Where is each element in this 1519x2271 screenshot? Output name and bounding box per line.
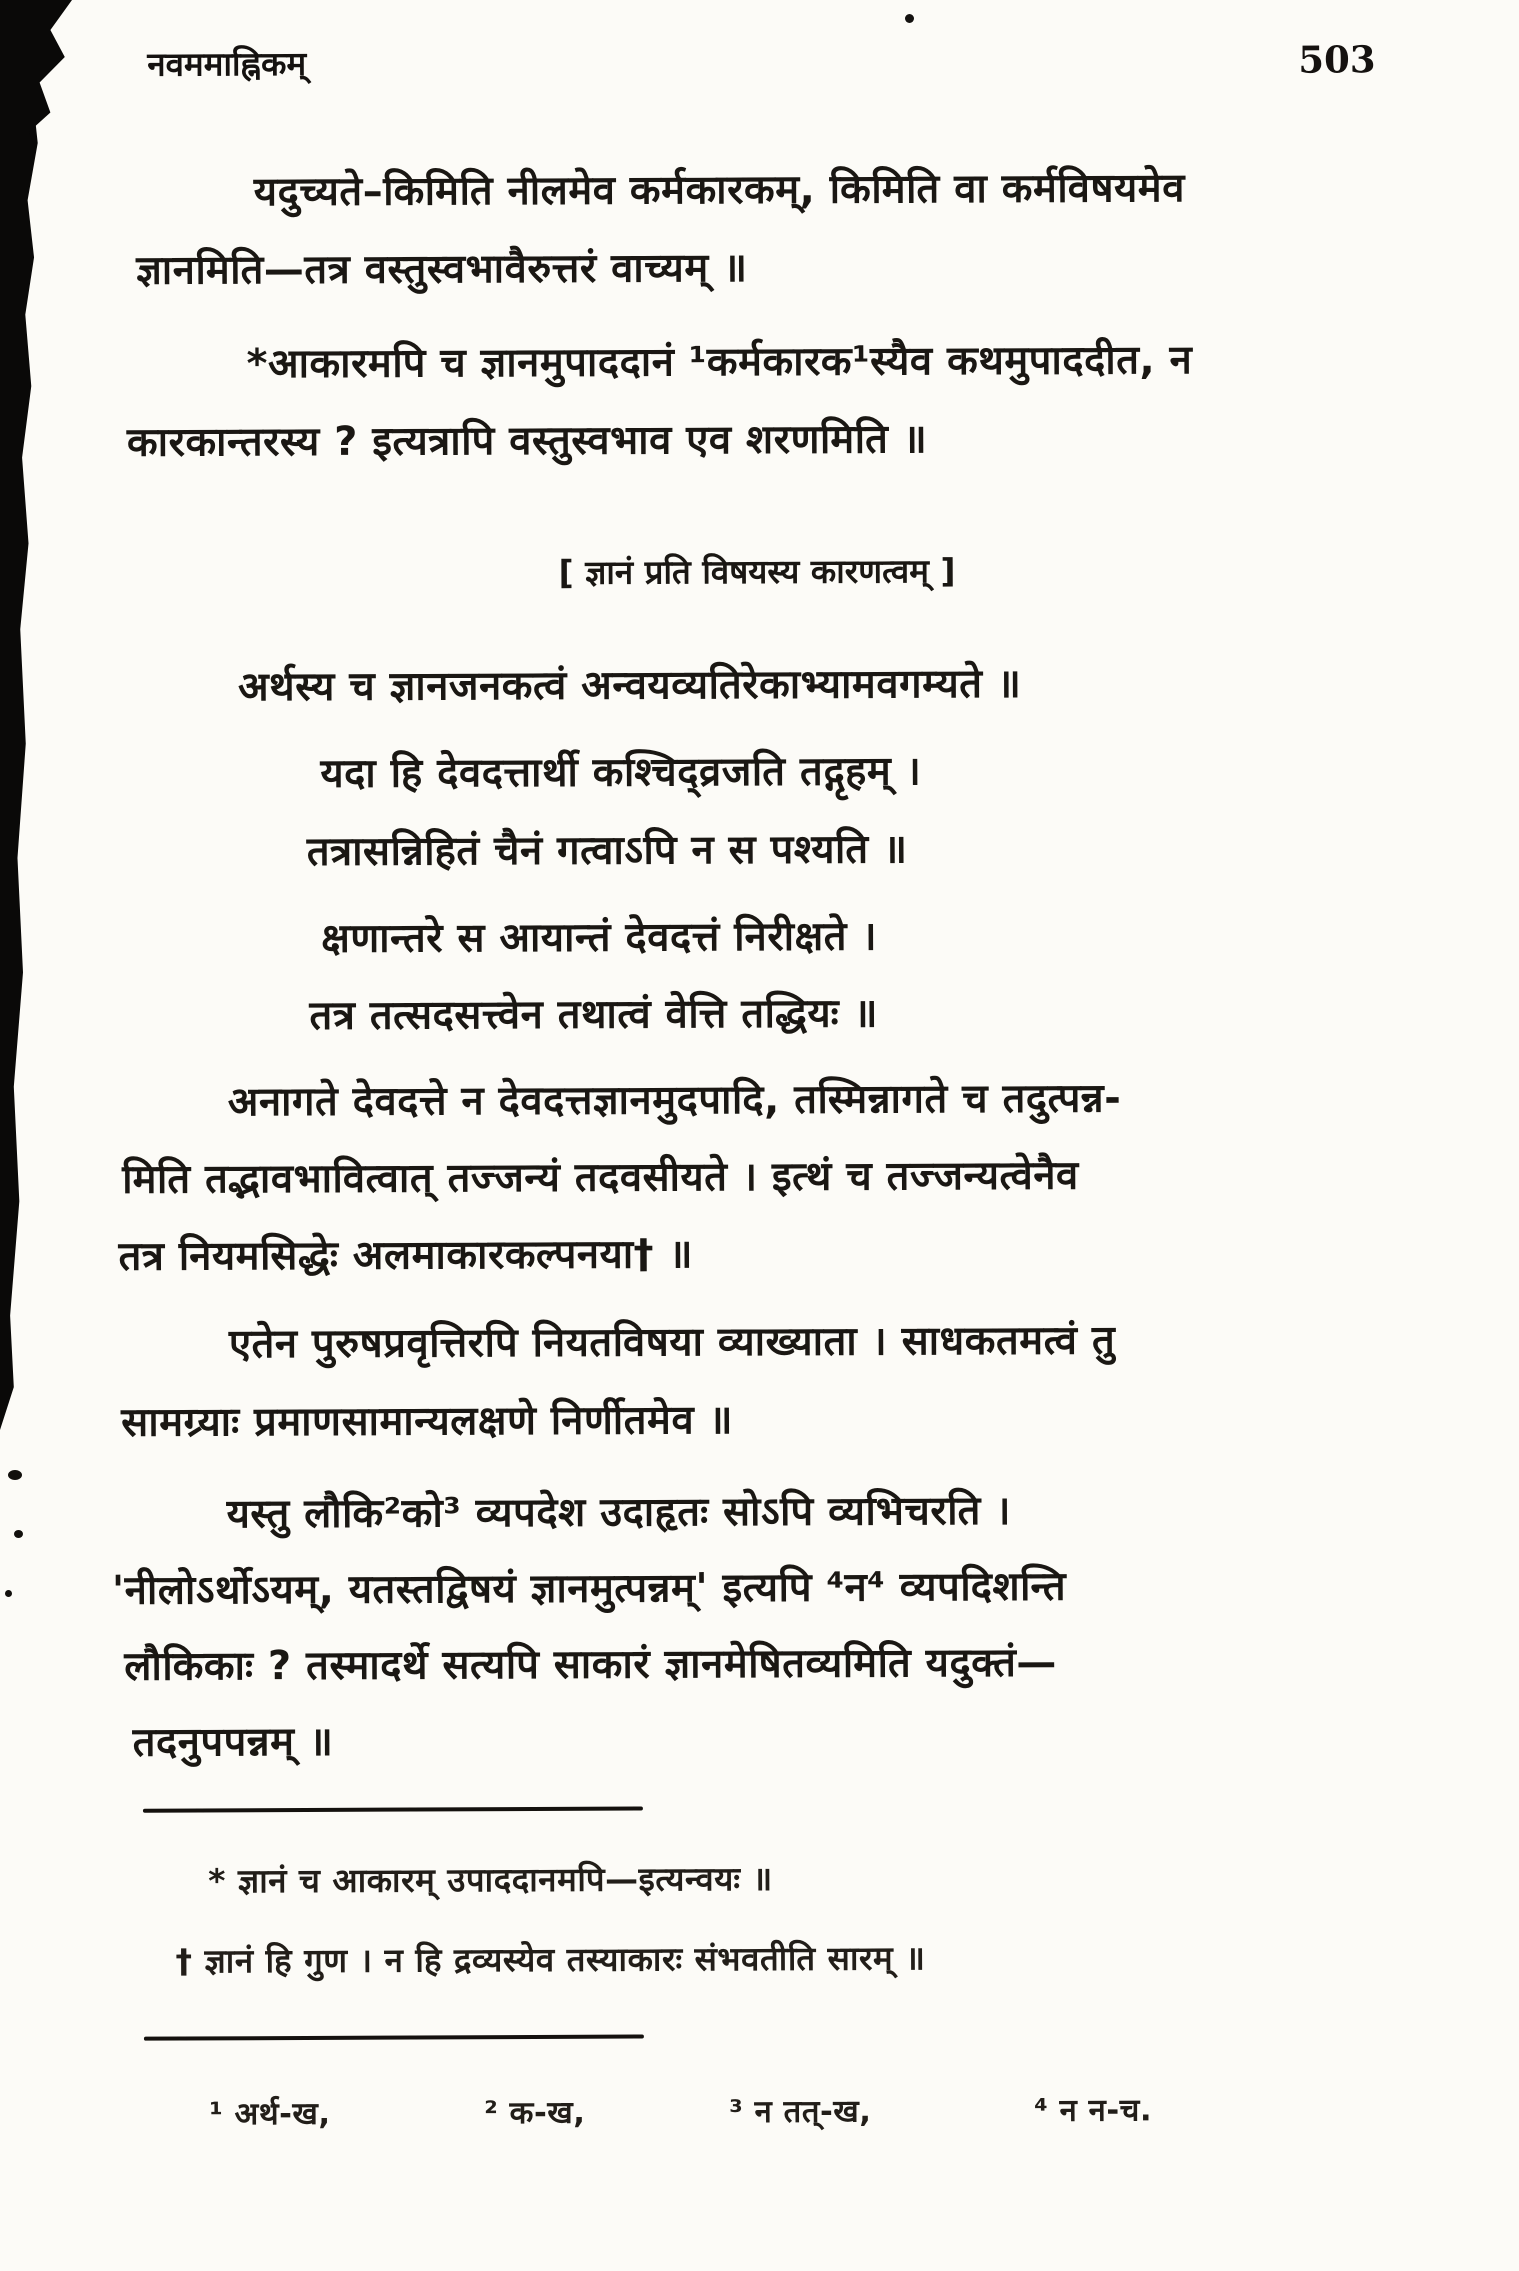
paragraph-line: कारकान्तरस्य ? इत्यत्रापि वस्तुस्वभाव एव शरणमिति ॥ bbox=[126, 416, 928, 466]
paragraph-line: तत्र नियमसिद्धेः अलमाकारकल्पनया† ॥ bbox=[118, 1231, 694, 1280]
verse-line: क्षणान्तरे स आयान्तं देवदत्तं निरीक्षते । bbox=[321, 913, 878, 962]
paragraph-line: ज्ञानमिति—तत्र वस्तुस्वभावैरुत्तरं वाच्यम् ॥ bbox=[136, 245, 748, 294]
variant-note: ² क-ख, bbox=[484, 2094, 586, 2132]
footnote-separator-rule bbox=[143, 1807, 643, 1813]
page-number: 503 bbox=[1298, 37, 1376, 82]
running-title: नवममाह्निकम् bbox=[147, 43, 307, 84]
verse-line: तत्रासन्निहितं चैनं गत्वाऽपि न स पश्यति ॥ bbox=[306, 826, 908, 875]
paragraph-line: 'नीलोऽर्थोऽयम्, यतस्तद्विषयं ज्ञानमुत्पन्नम्' इत्यपि ⁴न⁴ व्यपदिशन्ति bbox=[111, 1563, 1067, 1614]
footnote-star: * ज्ञानं च आकारम् उपाददानमपि—इत्यन्वयः ॥ bbox=[208, 1858, 773, 1901]
verse-line: यदा हि देवदत्तार्थी कश्चिद्व्रजति तद्गृहम् । bbox=[320, 748, 922, 797]
paragraph-line: *आकारमपि च ज्ञानमुपाददानं ¹कर्मकारक¹स्यैव कथमुपाददीत, न bbox=[246, 337, 1193, 388]
variant-note: ³ न तत्-ख, bbox=[729, 2093, 872, 2131]
footnote-dagger: † ज्ञानं हि गुण । न हि द्रव्यस्येव तस्याकारः संभवतीति सारम् ॥ bbox=[175, 1938, 926, 1981]
variant-note: ¹ अर्थ-ख, bbox=[209, 2095, 331, 2133]
paragraph-line: मिति तद्भावभावित्वात् तज्जन्यं तदवसीयते । इत्थं च तज्जन्यत्वेनैव bbox=[122, 1152, 1079, 1203]
variant-note: ⁴ न न-च. bbox=[1034, 2092, 1153, 2129]
paragraph-line: अनागते देवदत्ते न देवदत्तज्ञानमुदपादि, तस्मिन्नागते च तदुत्पन्न- bbox=[227, 1075, 1122, 1126]
paragraph-line: अर्थस्य च ज्ञानजनकत्वं अन्वयव्यतिरेकाभ्यामवगम्यते ॥ bbox=[237, 660, 1022, 711]
section-heading: [ ज्ञानं प्रति विषयस्य कारणत्वम् ] bbox=[558, 551, 956, 592]
variant-separator-rule bbox=[144, 2035, 644, 2041]
verse-line: तत्र तत्सदसत्त्वेन तथात्वं वेत्ति तद्धियः ॥ bbox=[309, 990, 879, 1039]
paragraph-line: यदुच्यते–किमिति नीलमेव कर्मकारकम्, किमिति वा कर्मविषयमेव bbox=[253, 165, 1186, 216]
paragraph-line: सामग्र्याः प्रमाणसामान्यलक्षणे निर्णीतमेव ॥ bbox=[121, 1397, 734, 1446]
paragraph-line: यस्तु लौकि²को³ व्यपदेश उदाहृतः सोऽपि व्यभिचरति । bbox=[226, 1487, 1012, 1538]
paragraph-line: तदनुपपन्नम् ॥ bbox=[132, 1718, 334, 1766]
paragraph-line: लौकिकाः ? तस्मादर्थे सत्यपि साकारं ज्ञानमेषितव्यमिति यदुक्तं— bbox=[124, 1639, 1057, 1690]
paragraph-line: एतेन पुरुषप्रवृत्तिरपि नियतविषया व्याख्याता । साधकतमत्वं तु bbox=[228, 1317, 1116, 1368]
